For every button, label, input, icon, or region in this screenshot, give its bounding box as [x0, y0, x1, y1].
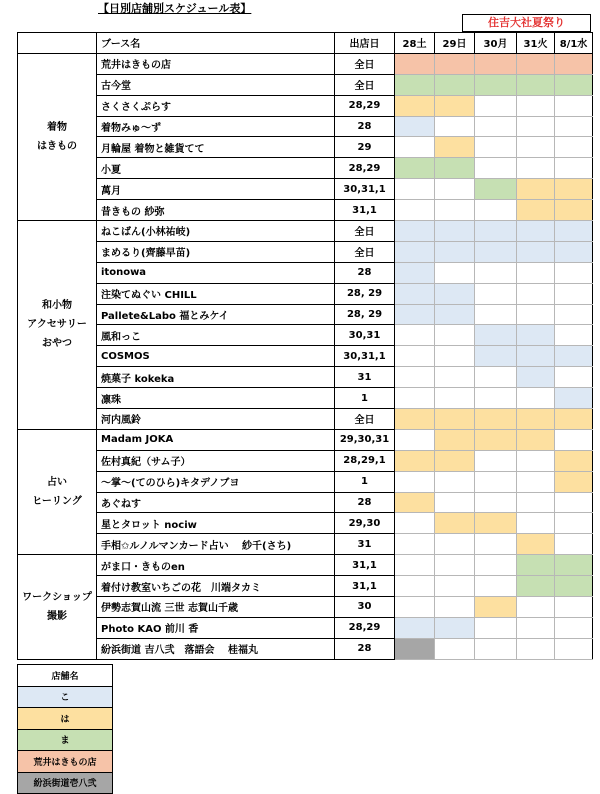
table-row [18, 179, 593, 200]
day-cell [435, 283, 475, 304]
day-cell [555, 367, 593, 388]
table-row [18, 429, 593, 450]
day-cell [395, 388, 435, 409]
open-days: 全日 [335, 241, 395, 262]
category-header [18, 33, 97, 54]
table-row [18, 534, 593, 555]
day-cell [517, 576, 555, 597]
table-row [18, 325, 593, 346]
table-row [18, 200, 593, 221]
day-cell [475, 304, 517, 325]
booth-name: COSMOS [97, 346, 335, 367]
table-row [18, 346, 593, 367]
day-cell [435, 471, 475, 492]
open-days: 31 [335, 367, 395, 388]
booth-name: Madam JOKA [97, 429, 335, 450]
day-cell [435, 409, 475, 430]
day-cell [555, 53, 593, 74]
day-cell [475, 450, 517, 471]
booth-name: ～掌～(てのひら)キタデノブヨ [97, 471, 335, 492]
day-cell [435, 597, 475, 618]
open-days: 31,1 [335, 576, 395, 597]
day-cell [435, 116, 475, 137]
day-cell [475, 283, 517, 304]
table-row [18, 158, 593, 179]
day-cell [395, 367, 435, 388]
day-cell [555, 388, 593, 409]
day-cell [395, 241, 435, 262]
day-cell [555, 450, 593, 471]
day-cell [395, 325, 435, 346]
booth-name: 注染てぬぐい CHILL [97, 283, 335, 304]
day-cell [555, 576, 593, 597]
day-cell [475, 262, 517, 283]
table-row [18, 137, 593, 158]
day-cell [435, 137, 475, 158]
open-days: 全日 [335, 409, 395, 430]
day-cell [475, 534, 517, 555]
day-cell [555, 158, 593, 179]
table-row [18, 597, 593, 618]
open-days: 28,29 [335, 158, 395, 179]
day-cell [517, 492, 555, 513]
day-cell [475, 221, 517, 242]
day-cell [435, 388, 475, 409]
day-cell [475, 200, 517, 221]
open-days: 28,29,1 [335, 450, 395, 471]
day-cell [395, 534, 435, 555]
day-cell [475, 325, 517, 346]
day-cell [395, 638, 435, 659]
date-header-31: 31火 [517, 33, 555, 54]
table-row [18, 450, 593, 471]
open-days: 30,31 [335, 325, 395, 346]
day-cell [435, 221, 475, 242]
day-cell [395, 617, 435, 638]
day-cell [435, 617, 475, 638]
booth-name: ねこばん(小林祐岐) [97, 221, 335, 242]
booth-name: itonowa [97, 262, 335, 283]
day-cell [517, 74, 555, 95]
day-cell [395, 95, 435, 116]
day-cell [435, 576, 475, 597]
booth-name: あぐねす [97, 492, 335, 513]
table-row [18, 638, 593, 659]
day-cell [475, 492, 517, 513]
schedule-body [18, 53, 593, 659]
booth-name: 伊勢志賀山流 三世 志賀山千歳 [97, 597, 335, 618]
table-row [18, 617, 593, 638]
booth-name: 星とタロット nociw [97, 513, 335, 534]
festival-label: 住吉大社夏祭り [462, 14, 591, 32]
day-cell [475, 388, 517, 409]
day-cell [395, 492, 435, 513]
day-cell [475, 241, 517, 262]
legend-item: こ [18, 686, 113, 708]
day-cell [517, 221, 555, 242]
booth-name: 荒井はきもの店 [97, 53, 335, 74]
day-cell [395, 221, 435, 242]
day-cell [435, 450, 475, 471]
day-cell [555, 262, 593, 283]
legend-item: は [18, 708, 113, 730]
open-days: 全日 [335, 221, 395, 242]
booth-name: 凛珠 [97, 388, 335, 409]
day-cell [517, 241, 555, 262]
open-days: 30,31,1 [335, 179, 395, 200]
day-cell [555, 304, 593, 325]
day-cell [517, 346, 555, 367]
day-cell [395, 74, 435, 95]
day-cell [517, 409, 555, 430]
day-cell [395, 137, 435, 158]
day-cell [475, 137, 517, 158]
day-cell [555, 283, 593, 304]
day-cell [517, 513, 555, 534]
table-row [18, 388, 593, 409]
booth-name: 着物みゅ～ず [97, 116, 335, 137]
day-cell [435, 492, 475, 513]
day-cell [517, 95, 555, 116]
day-cell [555, 137, 593, 158]
booth-name: 月輪屋 着物と雑貨てて [97, 137, 335, 158]
day-cell [517, 597, 555, 618]
day-cell [517, 325, 555, 346]
table-row [18, 409, 593, 430]
day-cell [555, 95, 593, 116]
day-cell [555, 179, 593, 200]
legend-item: 紛浜街道壱八弐 [18, 772, 113, 794]
day-cell [475, 158, 517, 179]
table-row [18, 283, 593, 304]
day-cell [555, 409, 593, 430]
day-cell [517, 429, 555, 450]
day-cell [395, 158, 435, 179]
open-days: 28, 29 [335, 304, 395, 325]
day-cell [395, 179, 435, 200]
table-row [18, 304, 593, 325]
day-cell [395, 471, 435, 492]
day-cell [475, 513, 517, 534]
date-header-30: 30月 [475, 33, 517, 54]
day-cell [395, 53, 435, 74]
booth-name: がま口・きものen [97, 555, 335, 576]
day-cell [395, 409, 435, 430]
date-header-29: 29日 [435, 33, 475, 54]
day-cell [475, 179, 517, 200]
open-days: 30 [335, 597, 395, 618]
day-cell [435, 53, 475, 74]
booth-name: 着付け教室いちごの花 川端タカミ [97, 576, 335, 597]
table-row [18, 367, 593, 388]
day-cell [435, 262, 475, 283]
day-cell [555, 200, 593, 221]
open-days: 全日 [335, 74, 395, 95]
table-row [18, 513, 593, 534]
day-cell [435, 513, 475, 534]
days-header: 出店日 [335, 33, 395, 54]
open-days: 29 [335, 137, 395, 158]
day-cell [555, 116, 593, 137]
booth-name: 萬月 [97, 179, 335, 200]
day-cell [555, 74, 593, 95]
open-days: 31 [335, 534, 395, 555]
day-cell [517, 200, 555, 221]
booth-name: 佐村真紀（サム子） [97, 450, 335, 471]
day-cell [435, 534, 475, 555]
booth-name: 風和っこ [97, 325, 335, 346]
day-cell [555, 471, 593, 492]
day-cell [435, 74, 475, 95]
page-title: 【日別店舗別スケジュール表】 [98, 2, 252, 15]
day-cell [475, 74, 517, 95]
day-cell [555, 221, 593, 242]
open-days: 28, 29 [335, 283, 395, 304]
category-cell: ワークショップ 撮影 [18, 555, 97, 659]
day-cell [395, 513, 435, 534]
booth-name: 紛浜街道 吉八弐 落語会 桂福丸 [97, 638, 335, 659]
legend-item: ま [18, 729, 113, 751]
open-days: 28,29 [335, 95, 395, 116]
day-cell [475, 346, 517, 367]
day-cell [435, 304, 475, 325]
day-cell [435, 429, 475, 450]
day-cell [517, 158, 555, 179]
day-cell [555, 534, 593, 555]
day-cell [555, 429, 593, 450]
table-row [18, 555, 593, 576]
open-days: 1 [335, 471, 395, 492]
day-cell [517, 262, 555, 283]
day-cell [555, 325, 593, 346]
day-cell [395, 304, 435, 325]
day-cell [517, 137, 555, 158]
legend-item: 荒井はきもの店 [18, 751, 113, 773]
booth-name: Photo KAO 前川 香 [97, 617, 335, 638]
day-cell [435, 95, 475, 116]
category-cell: 和小物 アクセサリー おやつ [18, 221, 97, 430]
day-cell [475, 597, 517, 618]
open-days: 28 [335, 116, 395, 137]
day-cell [395, 576, 435, 597]
day-cell [555, 617, 593, 638]
day-cell [475, 409, 517, 430]
open-days: 28,29 [335, 617, 395, 638]
day-cell [517, 179, 555, 200]
category-cell: 占い ヒーリング [18, 429, 97, 554]
day-cell [395, 450, 435, 471]
day-cell [475, 638, 517, 659]
legend-table [17, 664, 113, 794]
day-cell [555, 513, 593, 534]
day-cell [395, 429, 435, 450]
table-row [18, 241, 593, 262]
table-row [18, 116, 593, 137]
booth-name: Pallete&Labo 福とみケイ [97, 304, 335, 325]
day-cell [475, 367, 517, 388]
day-cell [555, 638, 593, 659]
day-cell [475, 471, 517, 492]
open-days: 1 [335, 388, 395, 409]
day-cell [395, 200, 435, 221]
open-days: 30,31,1 [335, 346, 395, 367]
day-cell [517, 388, 555, 409]
day-cell [435, 346, 475, 367]
day-cell [517, 555, 555, 576]
day-cell [517, 53, 555, 74]
day-cell [555, 241, 593, 262]
table-row [18, 471, 593, 492]
table-row [18, 492, 593, 513]
booth-name: 手相✩ルノルマンカード占い 紗千(さち) [97, 534, 335, 555]
day-cell [395, 283, 435, 304]
header-row [18, 33, 593, 54]
booth-header: ブース名 [97, 33, 335, 54]
date-header-1: 8/1水 [555, 33, 593, 54]
booth-name: 昔きもの 紗弥 [97, 200, 335, 221]
open-days: 28 [335, 492, 395, 513]
open-days: 全日 [335, 53, 395, 74]
day-cell [517, 617, 555, 638]
open-days: 28 [335, 638, 395, 659]
day-cell [475, 555, 517, 576]
open-days: 31,1 [335, 555, 395, 576]
day-cell [475, 617, 517, 638]
day-cell [395, 116, 435, 137]
booth-name: まめるり(齊藤早苗) [97, 241, 335, 262]
table-row [18, 74, 593, 95]
day-cell [475, 95, 517, 116]
day-cell [475, 116, 517, 137]
booth-name: 古今堂 [97, 74, 335, 95]
table-row [18, 53, 593, 74]
day-cell [435, 158, 475, 179]
date-header-28: 28土 [395, 33, 435, 54]
day-cell [517, 304, 555, 325]
day-cell [517, 283, 555, 304]
day-cell [555, 346, 593, 367]
open-days: 29,30 [335, 513, 395, 534]
day-cell [395, 597, 435, 618]
day-cell [395, 346, 435, 367]
day-cell [517, 116, 555, 137]
day-cell [435, 555, 475, 576]
booth-name: 焼菓子 kokeka [97, 367, 335, 388]
table-row [18, 221, 593, 242]
day-cell [435, 325, 475, 346]
day-cell [555, 492, 593, 513]
category-cell: 着物 はきもの [18, 53, 97, 220]
table-row [18, 576, 593, 597]
legend-title: 店舗名 [18, 665, 113, 687]
day-cell [435, 367, 475, 388]
table-row [18, 95, 593, 116]
day-cell [435, 241, 475, 262]
booth-name: 河内風鈴 [97, 409, 335, 430]
day-cell [555, 597, 593, 618]
open-days: 28 [335, 262, 395, 283]
day-cell [517, 534, 555, 555]
day-cell [435, 179, 475, 200]
day-cell [435, 638, 475, 659]
open-days: 31,1 [335, 200, 395, 221]
day-cell [475, 429, 517, 450]
day-cell [475, 576, 517, 597]
booth-name: 小夏 [97, 158, 335, 179]
day-cell [517, 367, 555, 388]
day-cell [395, 262, 435, 283]
schedule-table [17, 32, 593, 660]
day-cell [517, 471, 555, 492]
day-cell [517, 450, 555, 471]
table-row [18, 262, 593, 283]
day-cell [395, 555, 435, 576]
booth-name: さくさくぷらす [97, 95, 335, 116]
day-cell [555, 555, 593, 576]
open-days: 29,30,31 [335, 429, 395, 450]
day-cell [435, 200, 475, 221]
day-cell [517, 638, 555, 659]
day-cell [475, 53, 517, 74]
